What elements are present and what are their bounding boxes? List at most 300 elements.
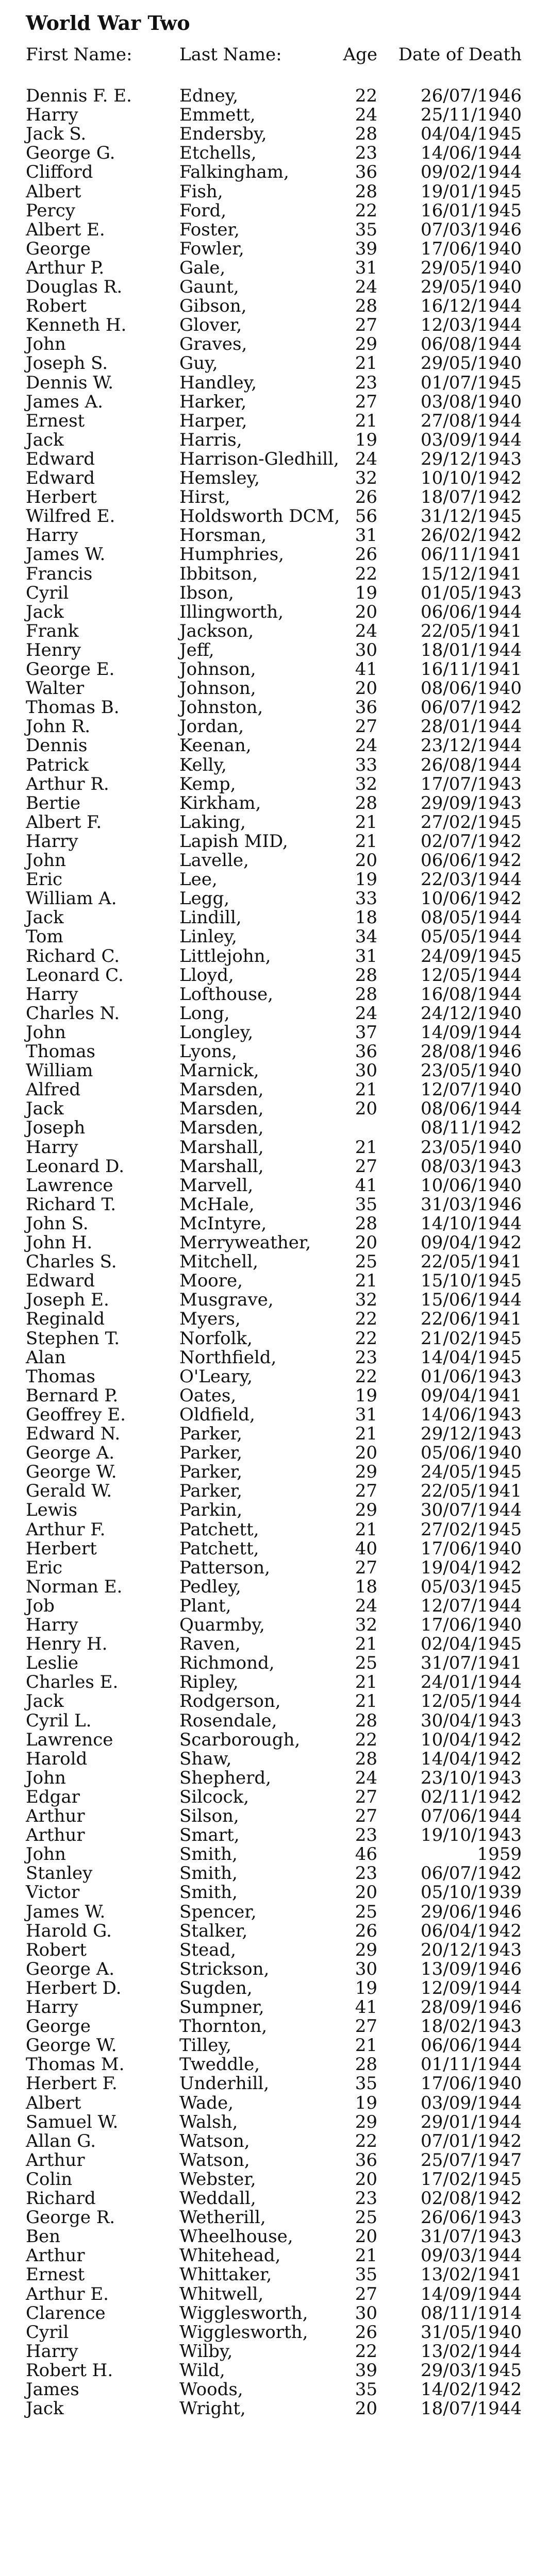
date-of-death-cell: 12/03/1944: [421, 315, 522, 336]
table-row: [0, 2304, 548, 2323]
age-cell: 27: [355, 2016, 377, 2037]
first-name-cell: Harry: [26, 1615, 78, 1635]
last-name-cell: Wilby,: [179, 2341, 233, 2362]
age-cell: 35: [355, 2264, 377, 2285]
last-name-cell: Richmond,: [179, 1653, 275, 1674]
date-of-death-cell: 31/03/1946: [421, 1194, 522, 1215]
date-of-death-cell: 19/01/1945: [421, 181, 522, 202]
age-cell: 21: [355, 1634, 377, 1655]
table-row: [0, 908, 548, 927]
first-name-cell: Albert E.: [26, 219, 105, 240]
first-name-cell: Edward: [26, 1270, 95, 1292]
last-name-cell: Longley,: [179, 1022, 254, 1043]
date-of-death-cell: 23/10/1943: [421, 1767, 522, 1788]
last-name-cell: Laking,: [179, 811, 246, 833]
table-row: [0, 889, 548, 908]
date-of-death-cell: 17/07/1943: [421, 773, 522, 794]
first-name-cell: George: [26, 238, 91, 259]
age-cell: 21: [355, 410, 377, 431]
table-row: [0, 1272, 548, 1290]
first-name-cell: Thomas: [26, 1041, 96, 1062]
age-cell: 31: [355, 1404, 377, 1425]
first-name-cell: John: [26, 1022, 66, 1043]
table-header: [0, 45, 548, 64]
table-row: [0, 1960, 548, 1978]
table-row: [0, 1501, 548, 1519]
last-name-cell: Thornton,: [179, 2016, 268, 2037]
age-cell: 56: [355, 506, 377, 527]
last-name-cell: Gaunt,: [179, 277, 239, 297]
date-of-death-cell: 03/08/1940: [421, 391, 522, 412]
table-row: [0, 2017, 548, 2036]
first-name-cell: George A.: [26, 1443, 115, 1464]
last-name-cell: Raven,: [179, 1634, 241, 1655]
first-name-cell: Stanley: [26, 1863, 93, 1884]
first-name-cell: Harry: [26, 525, 78, 546]
age-cell: 34: [355, 926, 377, 947]
first-name-cell: Geoffrey E.: [26, 1404, 126, 1425]
age-cell: 31: [355, 525, 377, 546]
date-of-death-cell: 05/06/1940: [421, 1443, 522, 1464]
age-cell: 29: [355, 1939, 377, 1960]
first-name-cell: Wilfred E.: [26, 506, 115, 527]
table-row: [0, 1291, 548, 1309]
first-name-cell: Albert F.: [26, 811, 102, 833]
first-name-cell: Cyril: [26, 2321, 69, 2343]
date-of-death-cell: 08/06/1940: [421, 678, 522, 699]
date-of-death-cell: 09/02/1944: [421, 162, 522, 183]
age-cell: 29: [355, 2111, 377, 2132]
age-cell: 39: [355, 238, 377, 259]
date-of-death-cell: 16/08/1944: [421, 984, 522, 1005]
last-name-cell: O'Leary,: [179, 1366, 253, 1387]
date-of-death-cell: 06/11/1941: [421, 544, 522, 565]
last-name-cell: Silcock,: [179, 1786, 250, 1807]
age-cell: 22: [355, 1328, 377, 1349]
age-cell: 28: [355, 964, 377, 986]
age-cell: 25: [355, 1901, 377, 1922]
date-of-death-cell: 14/04/1945: [421, 1347, 522, 1368]
age-cell: 24: [355, 735, 377, 756]
table-row: [0, 851, 548, 870]
last-name-cell: Patchett,: [179, 1519, 259, 1540]
date-of-death-cell: 09/04/1942: [421, 1232, 522, 1253]
last-name-cell: Hemsley,: [179, 468, 260, 488]
first-name-cell: John R.: [26, 716, 91, 737]
last-name-cell: Guy,: [179, 353, 218, 374]
first-name-cell: Arthur P.: [26, 257, 105, 278]
last-name-cell: Ford,: [179, 200, 227, 221]
last-name-cell: Legg,: [179, 888, 230, 909]
table-row: [0, 2246, 548, 2265]
date-of-death-cell: 17/06/1940: [421, 1615, 522, 1635]
last-name-cell: Rodgerson,: [179, 1691, 281, 1712]
age-cell: 35: [355, 2379, 377, 2400]
last-name-cell: Smart,: [179, 1825, 240, 1846]
first-name-cell: Bertie: [26, 792, 81, 814]
first-name-cell: Cyril: [26, 582, 69, 603]
date-of-death-cell: 27/02/1945: [421, 1519, 522, 1540]
last-name-cell: Ripley,: [179, 1672, 239, 1693]
table-row: [0, 374, 548, 392]
age-cell: 21: [355, 1079, 377, 1100]
age-cell: 19: [355, 1385, 377, 1406]
first-name-cell: Jack: [26, 907, 64, 928]
last-name-cell: Woods,: [179, 2379, 243, 2400]
first-name-cell: Arthur F.: [26, 1519, 106, 1540]
last-name-cell: Parker,: [179, 1462, 242, 1483]
age-cell: 36: [355, 162, 377, 183]
date-of-death-cell: 29/05/1940: [421, 277, 522, 297]
age-cell: 24: [355, 1767, 377, 1788]
date-of-death-cell: 10/06/1940: [421, 1175, 522, 1196]
date-of-death-cell: 18/07/1944: [421, 2398, 522, 2419]
age-cell: 22: [355, 1366, 377, 1387]
table-row: [0, 354, 548, 372]
date-of-death-cell: 17/06/1940: [421, 238, 522, 259]
table-row: [0, 297, 548, 315]
table-row: [0, 2055, 548, 2074]
table-row: [0, 1979, 548, 1997]
date-of-death-cell: 31/05/1940: [421, 2321, 522, 2343]
age-cell: 24: [355, 1003, 377, 1024]
first-name-cell: George G.: [26, 143, 115, 164]
first-name-cell: Reginald: [26, 1309, 105, 1330]
last-name-cell: Musgrave,: [179, 1290, 274, 1311]
table-row: [0, 1769, 548, 1787]
age-cell: 21: [355, 811, 377, 833]
age-cell: 21: [355, 1691, 377, 1712]
table-row: [0, 813, 548, 832]
last-name-cell: Keenan,: [179, 735, 252, 756]
last-name-cell: Shaw,: [179, 1748, 232, 1769]
first-name-cell: Jack: [26, 601, 64, 622]
table-row: [0, 2132, 548, 2150]
date-of-death-cell: 22/05/1941: [421, 620, 522, 641]
first-name-cell: Edgar: [26, 1786, 80, 1807]
date-of-death-cell: 24/09/1945: [421, 945, 522, 967]
first-name-cell: Henry: [26, 639, 81, 660]
table-row: [0, 2170, 548, 2189]
date-of-death-cell: 24/05/1945: [421, 1462, 522, 1483]
first-name-cell: Edward: [26, 468, 95, 488]
table-row: [0, 1826, 548, 1844]
age-cell: 35: [355, 1194, 377, 1215]
age-cell: 30: [355, 639, 377, 660]
date-of-death-cell: 10/10/1942: [421, 468, 522, 488]
age-cell: 30: [355, 1060, 377, 1081]
date-of-death-cell: 06/06/1944: [421, 2035, 522, 2056]
age-cell: 21: [355, 2245, 377, 2266]
first-name-cell: Jack S.: [26, 124, 87, 145]
first-name-cell: Herbert: [26, 487, 97, 508]
date-of-death-cell: 14/06/1943: [421, 1404, 522, 1425]
first-name-cell: George R.: [26, 2207, 115, 2228]
age-cell: 21: [355, 1423, 377, 1444]
date-of-death-cell: 07/06/1944: [421, 1806, 522, 1826]
age-cell: 36: [355, 697, 377, 718]
last-name-cell: Jackson,: [179, 620, 254, 641]
first-name-cell: Alan: [26, 1347, 66, 1368]
date-of-death-cell: 07/01/1942: [421, 2130, 522, 2151]
last-name-cell: Northfield,: [179, 1347, 277, 1368]
first-name-cell: Arthur: [26, 2149, 85, 2171]
table-row: [0, 1061, 548, 1080]
first-name-cell: Allan G.: [26, 2130, 96, 2151]
age-cell: 40: [355, 1538, 377, 1559]
first-name-cell: Robert H.: [26, 2360, 113, 2381]
date-of-death-cell: 26/08/1944: [421, 754, 522, 775]
table-row: [0, 2208, 548, 2227]
age-cell: 22: [355, 2341, 377, 2362]
first-name-cell: Francis: [26, 563, 93, 584]
table-row: [0, 2285, 548, 2303]
last-name-cell: Jeff,: [179, 639, 214, 660]
last-name-cell: McHale,: [179, 1194, 255, 1215]
age-cell: 27: [355, 1156, 377, 1177]
table-row: [0, 201, 548, 220]
date-of-death-cell: 31/07/1943: [421, 2226, 522, 2247]
date-of-death-cell: 23/05/1940: [421, 1137, 522, 1158]
table-row: [0, 1138, 548, 1157]
table-row: [0, 641, 548, 659]
first-name-cell: Cyril L.: [26, 1710, 92, 1731]
first-name-cell: George: [26, 2016, 91, 2037]
date-of-death-cell: 22/03/1944: [421, 869, 522, 890]
date-of-death-cell: 29/12/1943: [421, 1423, 522, 1444]
age-cell: 41: [355, 1997, 377, 2018]
date-of-death-cell: 14/10/1944: [421, 1213, 522, 1234]
date-of-death-cell: 19/04/1942: [421, 1557, 522, 1578]
first-name-cell: John H.: [26, 1232, 93, 1253]
last-name-cell: Marsden,: [179, 1079, 264, 1100]
first-name-cell: Joseph E.: [26, 1290, 109, 1311]
age-cell: 22: [355, 563, 377, 584]
first-name-cell: Leslie: [26, 1653, 79, 1674]
age-cell: 28: [355, 2054, 377, 2075]
first-name-cell: Richard C.: [26, 945, 120, 967]
date-of-death-cell: 10/04/1942: [421, 1729, 522, 1750]
date-of-death-cell: 08/03/1943: [421, 1156, 522, 1177]
date-of-death-cell: 02/08/1942: [421, 2188, 522, 2209]
last-name-cell: Illingworth,: [179, 601, 284, 622]
age-cell: 20: [355, 850, 377, 871]
table-row: [0, 106, 548, 124]
table-row: [0, 240, 548, 258]
first-name-cell: Jack: [26, 1691, 64, 1712]
age-cell: 27: [355, 1481, 377, 1502]
age-cell: 23: [355, 1347, 377, 1368]
last-name-cell: Wade,: [179, 2092, 234, 2113]
age-cell: 32: [355, 773, 377, 794]
age-cell: 29: [355, 1500, 377, 1521]
age-cell: 25: [355, 1251, 377, 1273]
last-name-cell: Lapish MID,: [179, 831, 288, 852]
first-name-cell: Jack: [26, 2398, 64, 2419]
last-name-cell: Parker,: [179, 1423, 242, 1444]
age-cell: 24: [355, 277, 377, 297]
date-of-death-cell: 06/08/1944: [421, 334, 522, 355]
age-cell: 30: [355, 1958, 377, 1979]
first-name-cell: Douglas R.: [26, 277, 123, 297]
last-name-cell: Humphries,: [179, 544, 284, 565]
first-name-cell: Patrick: [26, 754, 89, 775]
date-of-death-cell: 03/09/1944: [421, 429, 522, 450]
last-name-cell: Oldfield,: [179, 1404, 255, 1425]
first-name-cell: Harry: [26, 2341, 78, 2362]
age-cell: 21: [355, 831, 377, 852]
last-name-cell: Merryweather,: [179, 1232, 311, 1253]
last-name-cell: Myers,: [179, 1309, 241, 1330]
date-of-death-cell: 17/02/1945: [421, 2168, 522, 2190]
date-of-death-cell: 28/01/1944: [421, 716, 522, 737]
age-cell: 24: [355, 105, 377, 126]
last-name-cell: Strickson,: [179, 1958, 270, 1979]
first-name-cell: Charles S.: [26, 1251, 117, 1273]
last-name-cell: Fowler,: [179, 238, 244, 259]
table-row: [0, 1233, 548, 1252]
age-cell: 27: [355, 1557, 377, 1578]
date-of-death-cell: 12/07/1940: [421, 1079, 522, 1100]
table-row: [0, 1922, 548, 1940]
last-name-cell: Stead,: [179, 1939, 236, 1960]
last-name-cell: Moore,: [179, 1270, 243, 1292]
table-row: [0, 2265, 548, 2284]
first-name-cell: William: [26, 1060, 93, 1081]
date-of-death-cell: 20/12/1943: [421, 1939, 522, 1960]
last-name-cell: Edney,: [179, 86, 239, 106]
date-of-death-cell: 12/05/1944: [421, 1691, 522, 1712]
date-of-death-cell: 16/11/1941: [421, 659, 522, 680]
first-name-cell: Clarence: [26, 2302, 106, 2324]
date-of-death-cell: 26/07/1946: [421, 86, 522, 106]
date-of-death-cell: 08/06/1944: [421, 1098, 522, 1120]
first-name-cell: Robert: [26, 296, 87, 317]
date-of-death-cell: 17/06/1940: [421, 1538, 522, 1559]
date-of-death-cell: 27/02/1945: [421, 811, 522, 833]
first-name-cell: Eric: [26, 1557, 62, 1578]
first-name-cell: Bernard P.: [26, 1385, 119, 1406]
first-name-cell: Arthur R.: [26, 773, 109, 794]
age-cell: 35: [355, 219, 377, 240]
first-name-cell: Colin: [26, 2168, 73, 2190]
table-row: [0, 2380, 548, 2399]
date-of-death-cell: 09/03/1944: [421, 2245, 522, 2266]
date-of-death-cell: 15/10/1945: [421, 1270, 522, 1292]
table-row: [0, 87, 548, 105]
first-name-cell: Thomas B.: [26, 697, 120, 718]
first-name-cell: Ben: [26, 2226, 61, 2247]
first-name-cell: Joseph S.: [26, 353, 108, 374]
date-of-death-cell: 14/06/1944: [421, 143, 522, 164]
table-row: [0, 1425, 548, 1443]
first-name-cell: George W.: [26, 1462, 117, 1483]
table-row: [0, 1750, 548, 1768]
age-cell: 22: [355, 86, 377, 106]
last-name-cell: Endersby,: [179, 124, 267, 145]
last-name-cell: Littlejohn,: [179, 945, 271, 967]
first-name-cell: Dennis W.: [26, 372, 114, 393]
table-row: [0, 2361, 548, 2380]
age-cell: 36: [355, 1041, 377, 1062]
table-row: [0, 488, 548, 506]
last-name-cell: Handley,: [179, 372, 257, 393]
date-of-death-cell: 05/03/1945: [421, 1576, 522, 1597]
last-name-cell: Lyons,: [179, 1041, 237, 1062]
last-name-cell: Long,: [179, 1003, 230, 1024]
date-of-death-cell: 24/01/1944: [421, 1672, 522, 1693]
last-name-cell: Tweddle,: [179, 2054, 260, 2075]
last-name-cell: Weddall,: [179, 2188, 256, 2209]
age-cell: 21: [355, 353, 377, 374]
last-name-cell: Spencer,: [179, 1901, 257, 1922]
table-row: [0, 2151, 548, 2170]
table-row: [0, 1386, 548, 1405]
table-row: [0, 1616, 548, 1634]
first-name-cell: Charles E.: [26, 1672, 119, 1693]
age-cell: 20: [355, 1098, 377, 1120]
first-name-cell: John: [26, 850, 66, 871]
table-row: [0, 1520, 548, 1539]
table-row: [0, 316, 548, 334]
date-of-death-cell: 03/09/1944: [421, 2092, 522, 2113]
last-name-cell: Scarborough,: [179, 1729, 301, 1750]
date-of-death-cell: 09/04/1941: [421, 1385, 522, 1406]
table-row: [0, 163, 548, 181]
date-of-death-cell: 29/05/1940: [421, 257, 522, 278]
table-row: [0, 985, 548, 1004]
table-row: [0, 469, 548, 487]
first-name-cell: Tom: [26, 926, 63, 947]
age-cell: 20: [355, 1882, 377, 1903]
first-name-cell: Victor: [26, 1882, 80, 1903]
last-name-cell: Gibson,: [179, 296, 247, 317]
table-row: [0, 335, 548, 353]
first-name-cell: John: [26, 1844, 66, 1865]
first-name-cell: Herbert D.: [26, 1977, 122, 1998]
age-cell: 36: [355, 2149, 377, 2171]
age-cell: 24: [355, 620, 377, 641]
table-row: [0, 1195, 548, 1214]
table-row: [0, 622, 548, 640]
age-cell: 27: [355, 1806, 377, 1826]
first-name-cell: Dennis F. E.: [26, 86, 132, 106]
date-of-death-cell: 02/11/1942: [421, 1786, 522, 1807]
table-row: [0, 1635, 548, 1653]
table-row: [0, 1444, 548, 1462]
last-name-cell: Whitwell,: [179, 2283, 264, 2304]
table-row: [0, 603, 548, 621]
first-name-cell: Samuel W.: [26, 2111, 119, 2132]
table-row: [0, 507, 548, 526]
date-of-death-cell: 30/07/1944: [421, 1500, 522, 1521]
last-name-cell: Lloyd,: [179, 964, 234, 986]
table-row: [0, 1080, 548, 1099]
first-name-cell: Edward N.: [26, 1423, 121, 1444]
age-cell: 31: [355, 945, 377, 967]
first-name-cell: Leonard C.: [26, 964, 124, 986]
table-row: [0, 927, 548, 946]
first-name-cell: Dennis: [26, 735, 88, 756]
last-name-cell: Falkingham,: [179, 162, 289, 183]
first-name-cell: Leonard D.: [26, 1156, 125, 1177]
last-name-cell: Smith,: [179, 1882, 238, 1903]
date-of-death-cell: 12/05/1944: [421, 964, 522, 986]
age-cell: 22: [355, 2130, 377, 2151]
last-name-cell: Parkin,: [179, 1500, 243, 1521]
table-row: [0, 2227, 548, 2246]
first-name-cell: Jack: [26, 1098, 64, 1120]
